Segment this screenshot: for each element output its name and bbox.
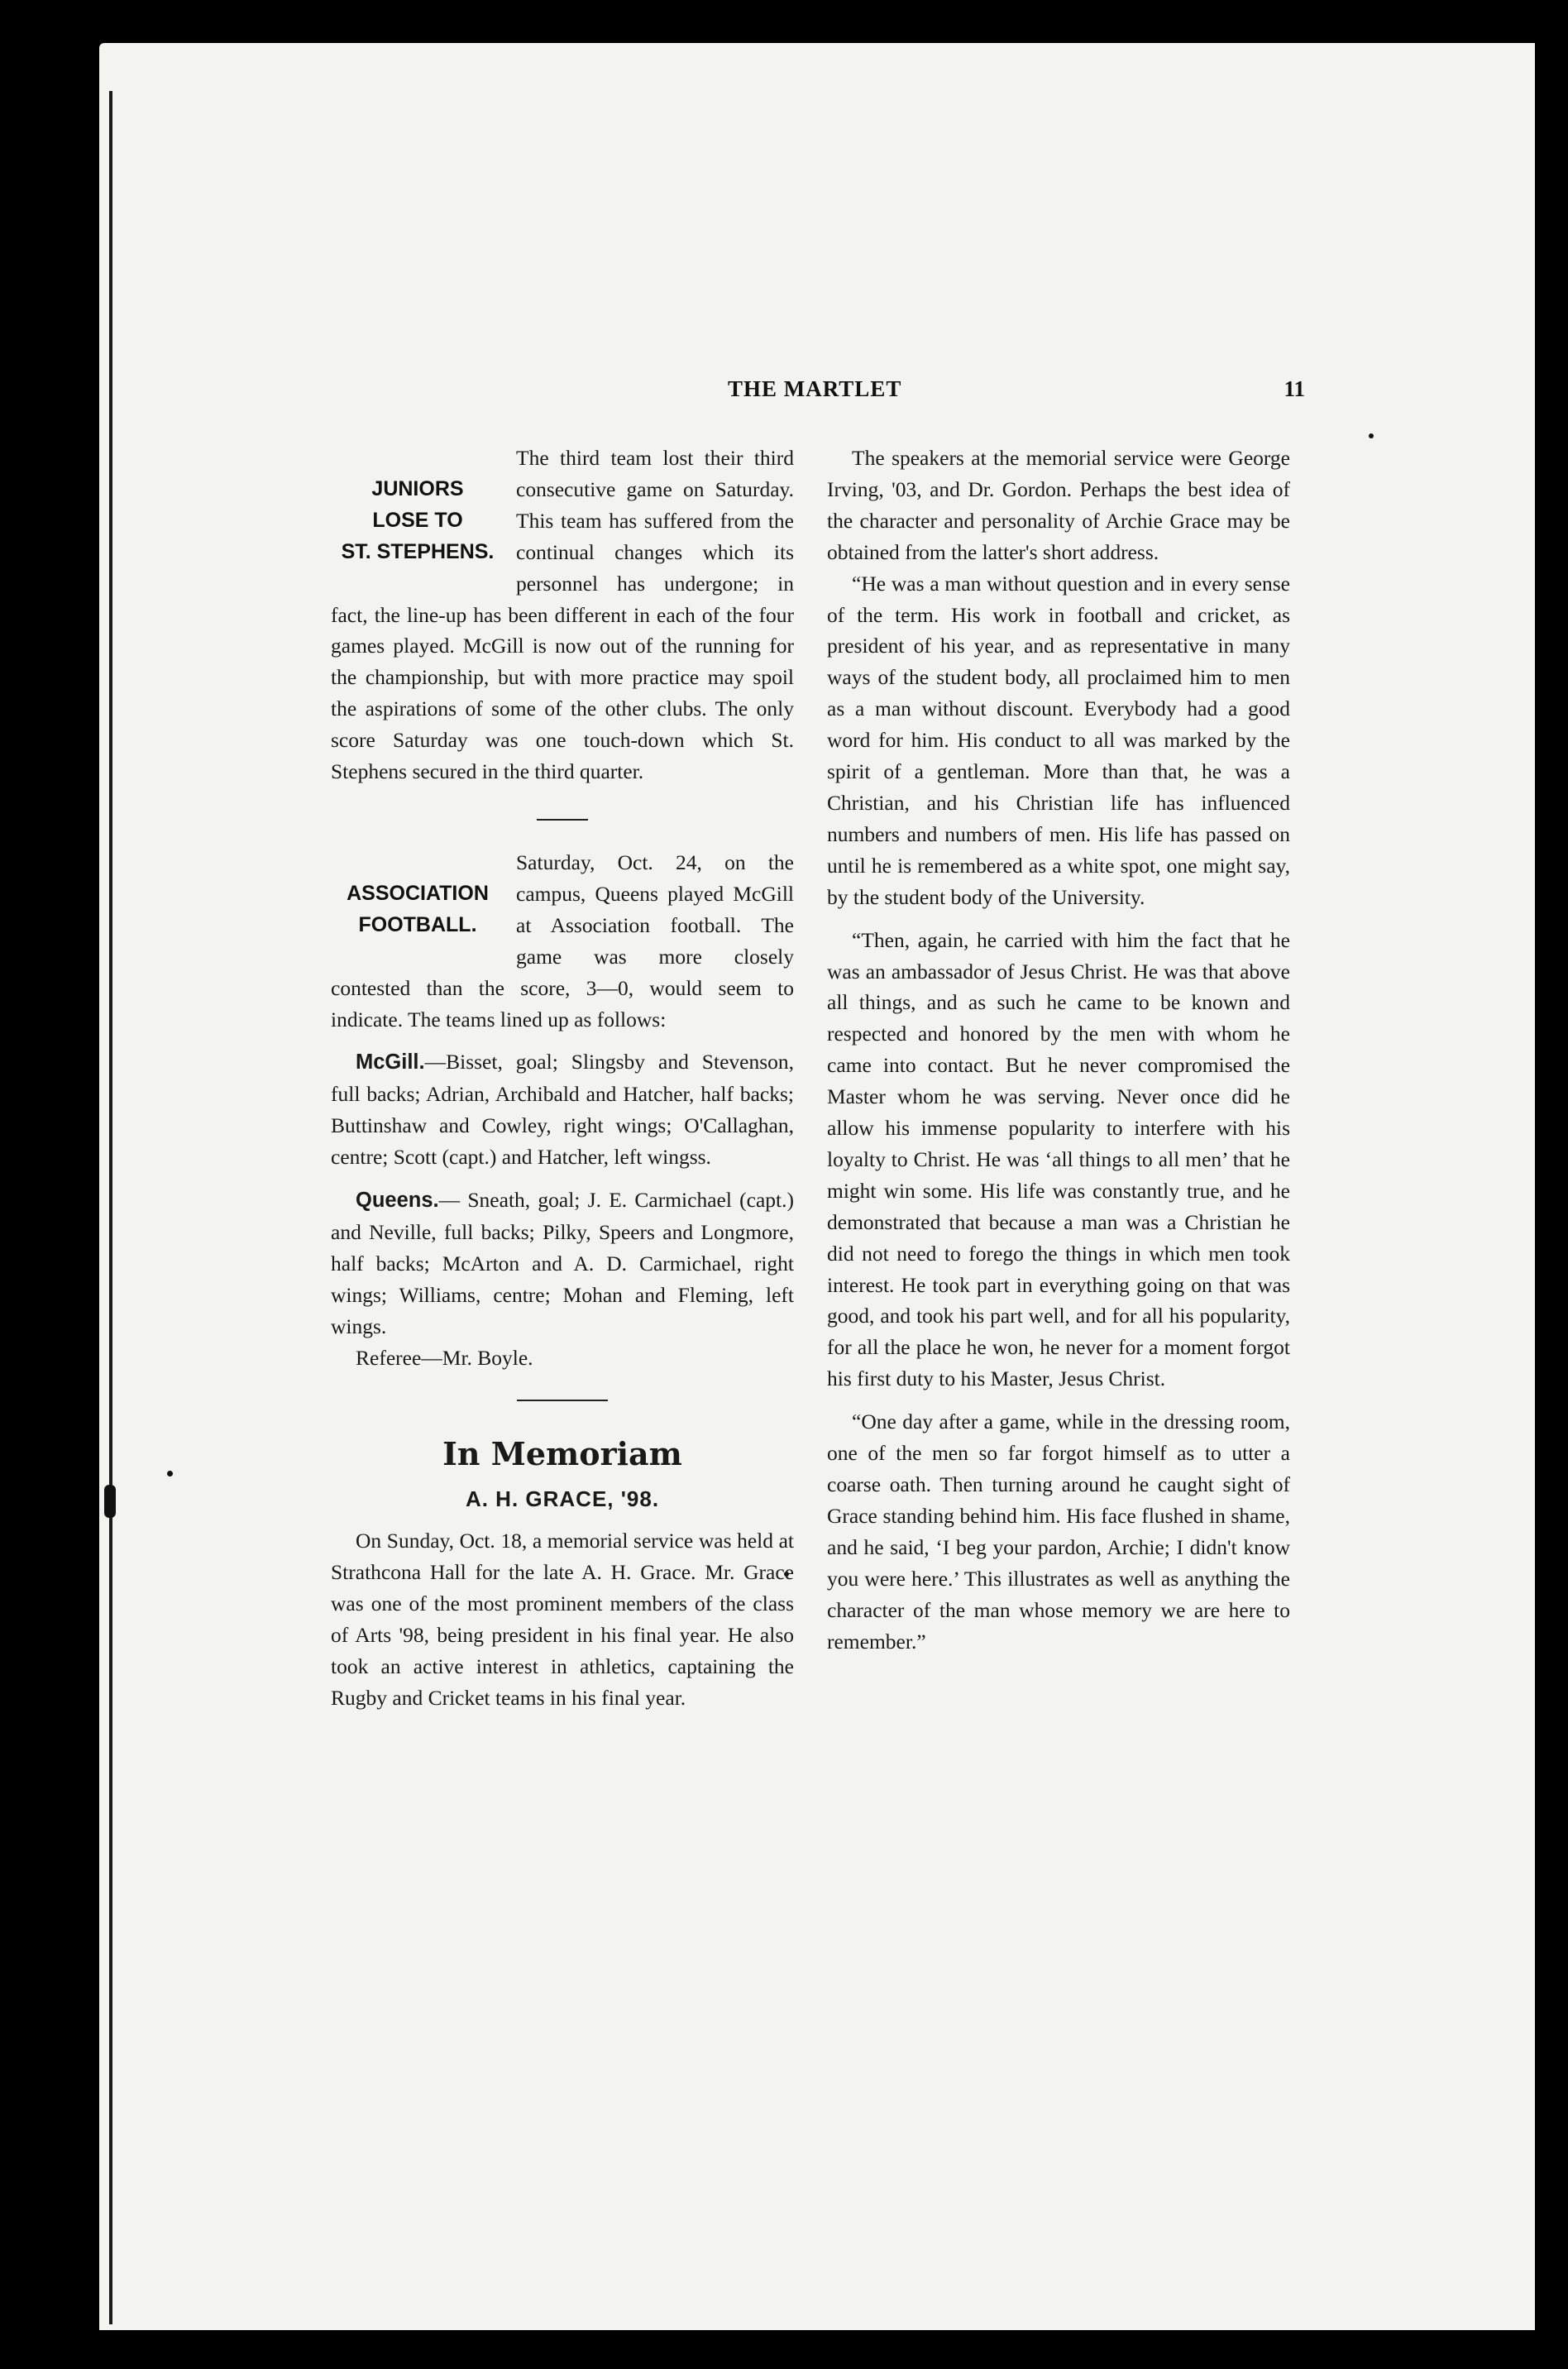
binding-stitch: [104, 1485, 116, 1518]
heading-line: JUNIORS: [371, 477, 464, 500]
juniors-article: [331, 443, 794, 787]
section-divider: [517, 1400, 608, 1401]
speck-mark: [167, 1471, 173, 1476]
binding-edge: [109, 91, 112, 2324]
memoriam-quote: “He was a man without question and in every sense of the term. His work in football and cricket, as president of his year, and as representative in many ways of the student body, all proclaimed him to men as a man without discount. Everybody had a good word for him. His conduct to all was marked by the spirit of a gentleman. More than that, he was a Christian, and his Christian life has influenced numbers and numbers of men. His life has passed on until he is remembered as a white spot, one might say, by the student body of the University.: [827, 571, 1290, 909]
association-body: Saturday, Oct. 24, on the campus, Queens played McGill at Association football. The game was more closely contested than the score, 3—0, would seem to indicate. The teams lined up as follows:: [331, 849, 794, 1031]
left-column: [331, 443, 794, 1714]
queens-lineup: [331, 1184, 794, 1342]
team-name: Queens.: [356, 1189, 439, 1213]
team-name: McGill.: [356, 1050, 425, 1074]
heading-line: LOSE TO: [372, 508, 463, 532]
memoriam-quote: “One day after a game, while in the dressing room, one of the men so far forgot himself as to utter a coarse oath. Then turning around he caught sight of Grace standing behind him. His face flushed in shame, and he said, ‘I beg your pardon, Archie; I didn't know you were here.’ This illustrates as well as anything the character of the man whose memory we are here to remember.”: [827, 1409, 1290, 1654]
memoriam-paragraph: The speakers at the memorial service were George Irving, '03, and Dr. Gordon. Perhaps the best idea of the character and personality of Archie Grace may be obtained from the latter's short address.: [827, 446, 1290, 564]
running-title: THE MARTLET: [728, 376, 902, 401]
page-number: 11: [1284, 376, 1305, 401]
lineup-text: — Sneath, goal; J. E. Carmichael (capt.) and Neville, full backs; Pilky, Speers and Longmore, half backs; McArton and A. D. Carmichael, right wings; Williams, centre; Mohan and Fleming, left wings.: [331, 1188, 794, 1338]
memoriam-paragraph: On Sunday, Oct. 18, a memorial service was held at Strathcona Hall for the late A. H. Grace. Mr. Grace was one of the most prominent members of the class of Arts '98, being president in his final year. He also took an active interest in athletics, captaining the Rugby and Cricket teams in his final year.: [331, 1529, 794, 1710]
section-divider: [537, 819, 588, 821]
memoriam-title: In Memoriam: [442, 1435, 682, 1473]
memoriam-article: [331, 1434, 794, 1713]
mcgill-lineup: [331, 1046, 794, 1173]
juniors-body: The third team lost their third consecutive game on Saturday. This team has suffered from the continual changes which its personnel has undergone; in fact, the line-up has been different in each of the four games played. McGill is now out of the running for the championship, but with more practice may spoil the aspirations of some of the other clubs. The only score Saturday was one touch-down which St. Stephens secured in the third quarter.: [331, 446, 794, 784]
lineup-text: —Bisset, goal; Slingsby and Stevenson, full backs; Adrian, Archibald and Hatcher, half backs; Buttinshaw and Cowley, right wings; O'Callaghan, centre; Scott (capt.) and Hatcher, left wingss.: [331, 1050, 794, 1170]
heading-line: ST. STEPHENS.: [341, 539, 495, 563]
memoriam-subtitle: A. H. GRACE, '98.: [465, 1486, 660, 1512]
association-article: [331, 847, 794, 1374]
memoriam-quote: “Then, again, he carried with him the fact that he was an ambassador of Jesus Christ. He was that above all things, and as such he came to be known and respected and honored by the men with whom he came into contact. But he never compromised the Master whom he was serving. Never once did he allow his immense popularity to interfere with his loyalty to Christ. He was ‘all things to all men’ that he might win some. His life was constantly true, and he demonstrated that because a man was a Christian he did not need to forego the things in which men took interest. He took part in everything going on that was good, and took his part well, and for all his popularity, for all the place he won, he never for a moment forgot his first duty to his Master, Jesus Christ.: [827, 927, 1290, 1391]
page-header: [331, 376, 1305, 409]
referee-line: Referee—Mr. Boyle.: [356, 1345, 533, 1370]
heading-line: ASSOCIATION: [347, 881, 489, 905]
heading-line: FOOTBALL.: [358, 912, 477, 936]
association-heading: [331, 878, 504, 941]
speck-mark: [1369, 433, 1374, 438]
right-column: [827, 443, 1290, 1657]
juniors-heading: [331, 474, 504, 568]
